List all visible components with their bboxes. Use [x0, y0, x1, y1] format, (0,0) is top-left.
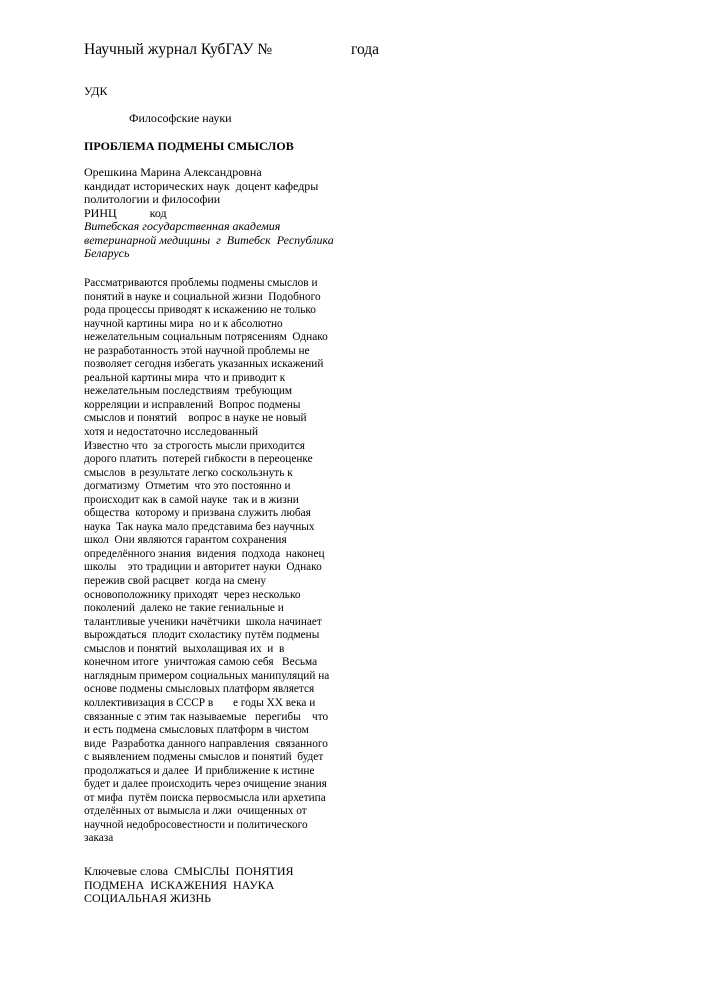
abstract-line: вырождаться плодит схоластику путём подмены — [84, 629, 320, 642]
abstract-line: от мифа путём поиска первосмысла или архетипа — [84, 791, 326, 804]
abstract-line: с выявлением подмены смыслов и понятий будет — [84, 751, 324, 764]
abstract-line: смыслов и понятий вопрос в науке не новый — [84, 412, 307, 425]
header-year: года — [351, 41, 380, 58]
abstract-line: догматизму Отметим что это постоянно и — [84, 480, 291, 493]
abstract-line: заказа — [84, 832, 114, 845]
abstract-line: основоположнику приходят через несколько — [84, 588, 301, 601]
abstract-line: нежелательным последствиям требующим — [84, 385, 293, 398]
author-name: Орешкина Марина Александровна — [84, 165, 262, 179]
keywords-line: Ключевые слова СМЫСЛЫ ПОНЯТИЯ — [84, 864, 294, 878]
abstract-line: смыслов в результате легко соскользнуть к — [84, 466, 293, 479]
abstract-line: нежелательным социальным потрясениям Однако — [84, 331, 328, 344]
author-block — [84, 166, 334, 261]
abstract-line: дорого платить потерей гибкости в переоценке — [84, 453, 313, 466]
abstract-line: Рассматриваются проблемы подмены смыслов и — [84, 277, 318, 289]
author-degree-line: кандидат исторических наук доцент кафедры — [84, 178, 319, 193]
abstract-line: коллективизация в СССР в е годы XX века и — [84, 696, 316, 709]
section-label: Философские науки — [129, 111, 232, 125]
abstract-line: не разработанность этой научной проблемы не — [84, 344, 310, 357]
abstract-line: реальной картины мира что и приводит к — [84, 371, 286, 384]
paper-title: ПРОБЛЕМА ПОДМЕНЫ СМЫСЛОВ — [84, 139, 294, 153]
abstract-line: связанные с этим так называемые перегибы что — [84, 710, 329, 723]
abstract-line: хотя и недостаточно исследованный — [84, 426, 259, 439]
abstract-line: наука Так наука мало представима без научных — [84, 520, 315, 533]
abstract-line: пережив свой расцвет когда на смену — [84, 575, 267, 588]
keywords-line: СОЦИАЛЬНАЯ ЖИЗНЬ — [84, 891, 212, 905]
abstract-line: рода процессы приводят к искажению не только — [84, 304, 316, 317]
keywords-line: ПОДМЕНА ИСКАЖЕНИЯ НАУКА — [84, 877, 275, 892]
abstract-line: продолжаться и далее И приближение к истине — [84, 764, 315, 777]
abstract-line: понятий в науке и социальной жизни Подобного — [84, 290, 321, 303]
keywords — [84, 865, 294, 906]
abstract-line: виде Разработка данного направления связанного — [84, 737, 328, 750]
affiliation-line: ветеринарной медицины г Витебск Республика — [84, 232, 334, 247]
abstract — [84, 277, 329, 846]
abstract-line: смыслов и понятий выхолащивая их и в — [84, 642, 285, 655]
abstract-line: основе подмены смысловых платформ является — [84, 683, 315, 696]
abstract-line: Известно что за строгость мысли приходится — [84, 439, 305, 452]
abstract-line: научной картины мира но и к абсолютно — [84, 317, 283, 330]
abstract-line: конечном итоге уничтожая самою себя Весьма — [84, 656, 318, 669]
abstract-line: происходит как в самой науке так и в жизни — [84, 493, 299, 506]
udk-label: УДК — [84, 84, 108, 98]
abstract-line: школы это традиции и авторитет науки Однако — [84, 561, 322, 574]
abstract-line: талантливые ученики начётчики школа начинает — [84, 615, 322, 628]
abstract-line: корреляции и исправлений Вопрос подмены — [84, 398, 301, 411]
abstract-line: общества которому и призвана служить любая — [84, 507, 311, 520]
abstract-line: школ Они являются гарантом сохранения — [84, 534, 287, 547]
rinc-code: РИНЦ код — [84, 205, 167, 220]
abstract-line: научной недобросовестности и политического — [84, 818, 308, 831]
abstract-line: позволяет сегодня избегать указанных искажений — [84, 358, 324, 371]
abstract-line: наглядным примером социальных манипуляций на — [84, 669, 330, 682]
abstract-line: будет и далее происходить через очищение знания — [84, 778, 327, 791]
author-degree-line: политологии и философии — [84, 192, 221, 206]
abstract-line: определённого знания видения подхода наконец — [84, 547, 325, 560]
abstract-line: и есть подмена смысловых платформ в чистом — [84, 724, 309, 737]
journal-header: Научный журнал КубГАУ № — [84, 41, 273, 58]
abstract-line: поколений далеко не такие гениальные и — [84, 602, 284, 615]
abstract-line: отделённых от вымысла и лжи очищенных от — [84, 805, 307, 818]
affiliation-line: Беларусь — [84, 246, 130, 260]
affiliation-line: Витебская государственная академия — [84, 219, 281, 233]
